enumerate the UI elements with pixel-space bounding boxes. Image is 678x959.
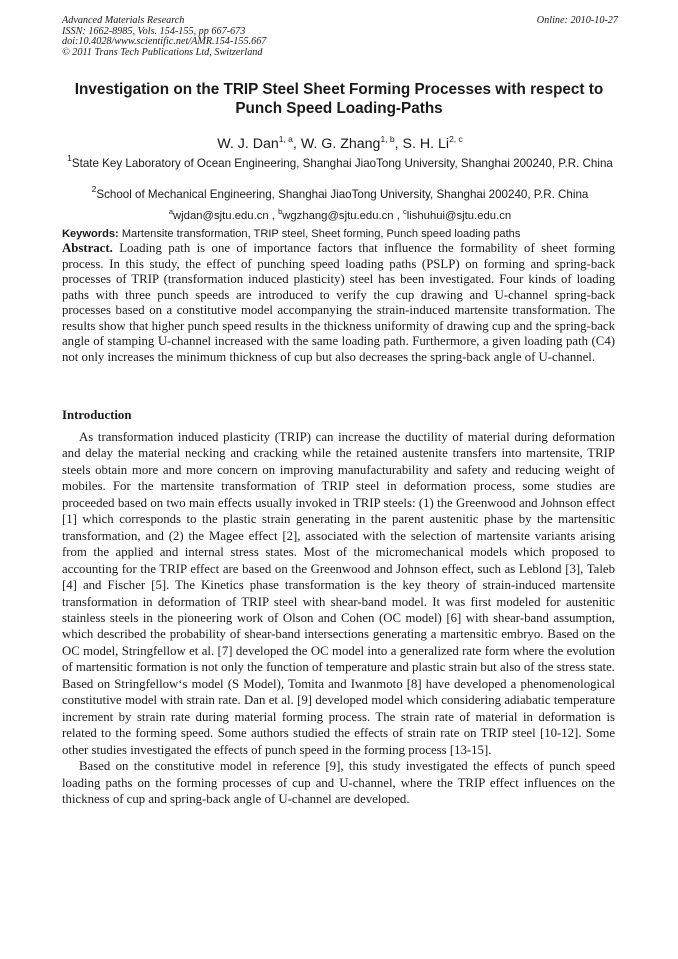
author-name: W. J. Dan <box>217 136 279 152</box>
affiliation-superscript: 1 <box>67 153 72 163</box>
paper-title: Investigation on the TRIP Steel Sheet Forming Processes with respect to Punch Speed Loading-Paths <box>74 81 604 117</box>
email-superscript: c <box>402 207 407 216</box>
abstract-text: Loading path is one of importance factors that influence the formability of sheet forming process. In this study, the effect of punching speed loading paths (PSLP) on forming and spring-back processes of TRIP (transformation induced plasticity) steel has been investigated. Four kinds of loading paths with three punch speeds are introduced to verify the cup drawing and U-channel spring-back processes based on a constitutive model accompanying the strain-induced martensite transformation. The results show that higher punch speed results in the thickness uniformity of drawing cup and the spring-back angle of stamping U-channel increased with the same loading path. Furthermore, a given loading path (C4) not only increases the minimum thickness of cup but also decreases the spring-back angle of U-channel. <box>62 241 615 364</box>
abstract <box>62 241 615 365</box>
journal-name: Advanced Materials Research <box>62 15 185 26</box>
email-superscript: b <box>278 207 283 216</box>
email-link[interactable]: wgzhang@sjtu.edu.cn <box>282 210 394 222</box>
author-name: W. G. Zhang <box>300 136 381 152</box>
journal-header <box>62 16 618 58</box>
online-date: Online: 2010-10-27 <box>536 15 618 26</box>
affiliation-text: State Key Laboratory of Ocean Engineering, Shanghai JiaoTong University, Shanghai 200240, P.R. China <box>71 157 613 170</box>
affiliation-text: School of Mechanical Engineering, Shanghai JiaoTong University, Shanghai 200240, P.R. China <box>96 188 589 201</box>
author-superscript: 2, c <box>449 134 463 144</box>
keywords <box>62 228 618 241</box>
email-link[interactable]: wjdan@sjtu.edu.cn <box>173 210 269 222</box>
email-superscript: a <box>168 207 174 216</box>
abstract-label: Abstract. <box>62 241 113 255</box>
affiliation-2 <box>62 182 618 202</box>
author-emails: $^a$wjdan@sjtu.edu.cn , $^b$wgzhang@sjtu.edu.cn , $^c$lishuhui@sjtu.edu.cn <box>168 207 512 222</box>
affiliation-superscript: 2 <box>91 184 97 194</box>
email-link[interactable]: lishuhui@sjtu.edu.cn <box>406 210 512 222</box>
affiliation-1 <box>62 151 618 171</box>
author-list: W. J. Dan$^{1, a}$, W. G. Zhang$^{1, b}$, S. H. Li$^{2, c}$ <box>217 134 463 152</box>
journal-copyright: © 2011 Trans Tech Publications Ltd, Switzerland <box>62 46 263 58</box>
section-heading-introduction: Introduction <box>62 408 132 422</box>
author-name: S. H. Li <box>402 136 450 152</box>
introduction-paragraph-1: As transformation induced plasticity (TRIP) can increase the ductility of material during deformation and delay the material necking and cracking while the retained austenite transfers into martensite, TRIP steels obtain more and more concern on improving manufacturability and safety and reducing weight of mobiles. For the martensite transformation of TRIP steel in deformation process, some studies are proceeded based on two main effects usually invoked in TRIP steels: (1) the Greenwood and Johnson effect [1] which corresponds to the plastic strain generating in the parent austenitic phase by the martensitic transformation, and (2) the Magee effect [2], associated with the selection of martensite variants arising from the applied and internal stress states. Most of the micromechanical models which proposed to accounting for the TRIP effect are based on the Greenwood and Johnson effect, such as Leblond [3], Taleb [4] and Fischer [5]. The Kinetics phase transformation is the key theory of strain-induced martensite transformation in deformation of TRIP steel with shear-band model. It was first modeled for austenitic stainless steels in the pioneering work of Olson and Cohen (OC model) [6] with shear-band assumption, which described the probability of shear-band intersections generating a martensitic embryo. Based on the OC model, Stringfellow et al. [7] developed the OC model into a generalized rate form where the evolution of martensitic formation is not only the function of temperature and plastic strain but also of the stress state. Based on Stringfellow‘s model (S Model), Tomita and Iwanmoto [8] have developed a phenomenological constitutive model with strain rate. Dan et al. [9] developed model which considering adiabatic temperature increment by strain rate during material forming process. The strain rate of material in deformation is related to the forming speed. Some authors studied the effects of strain rate on TRIP steel [10-12]. Some other studies investigated the effects of punch speed in the forming process [13-15]. <box>62 430 615 757</box>
journal-issn: ISSN: 1662-8985, Vols. 154-155, pp 667-673 <box>62 25 246 37</box>
introduction-body <box>62 429 615 807</box>
author-superscript: 1, a <box>278 134 293 144</box>
author-superscript: 1, b <box>380 134 395 144</box>
journal-doi: doi:10.4028/www.scientific.net/AMR.154-155.667 <box>62 36 267 48</box>
introduction-paragraph-2: Based on the constitutive model in reference [9], this study investigated the effects of punch speed loading paths on the forming processes of cup and U-channel, where the TRIP effect influences on the thickness of cup and spring-back angle of U-channel are developed. <box>62 759 615 806</box>
keywords-label: Keywords: <box>62 228 119 240</box>
keywords-text: Martensite transformation, TRIP steel, Sheet forming, Punch speed loading paths <box>121 228 521 240</box>
